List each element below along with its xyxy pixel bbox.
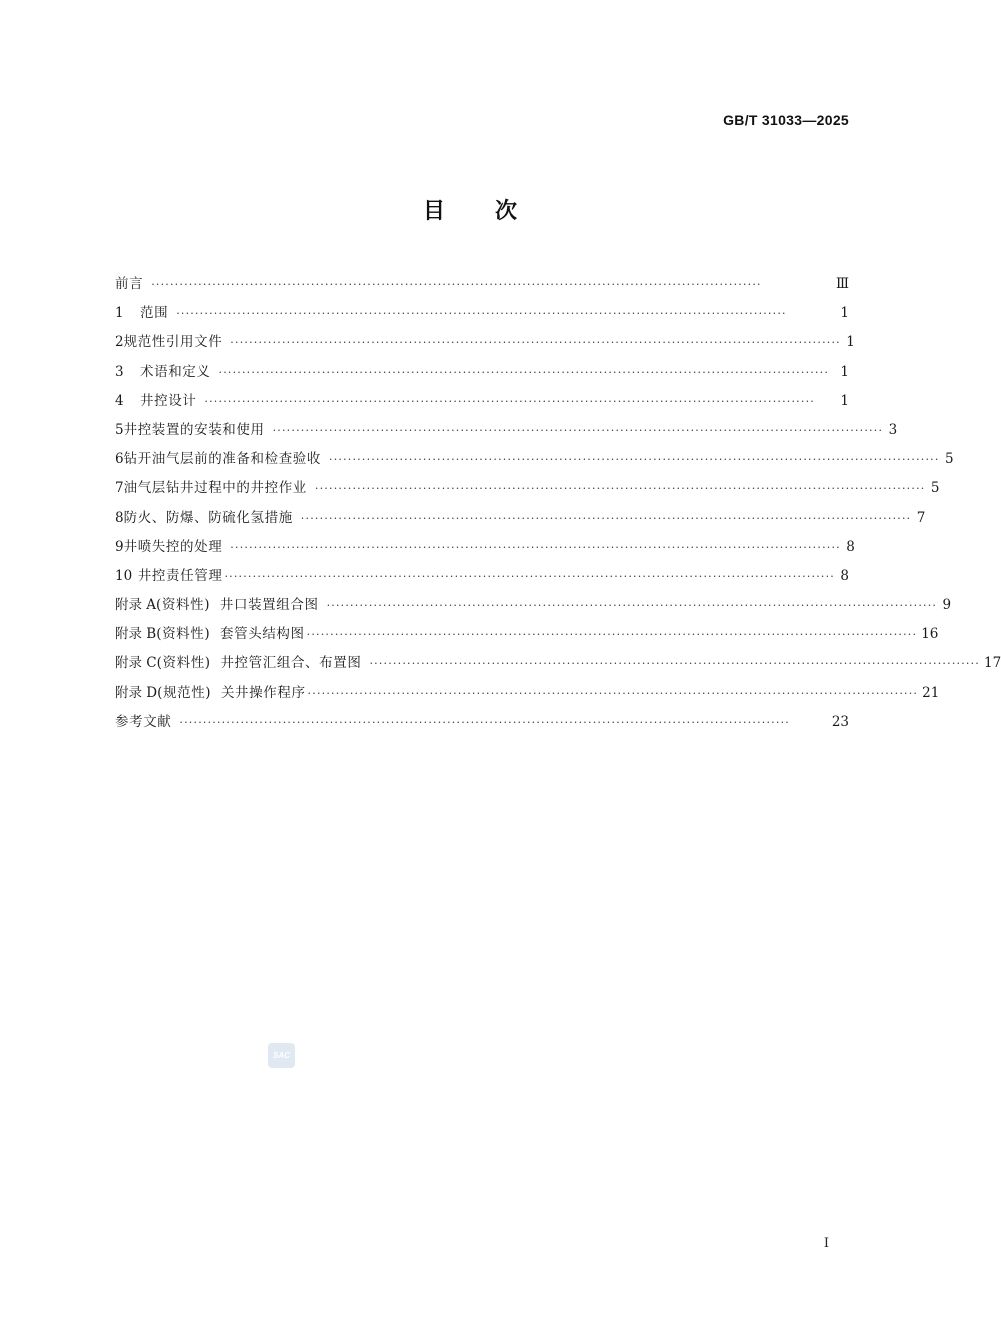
toc-entry-number: 6: [115, 451, 124, 468]
toc-entry-label: 井喷失控的处理: [123, 538, 223, 555]
toc-leader-dots: ··································································································································: [204, 394, 815, 408]
toc-entry-label: (资料性) 井口装置组合图: [156, 597, 319, 614]
toc-entry-number: 5: [115, 421, 124, 438]
toc-entry-label: 井控装置的安装和使用: [123, 421, 265, 438]
toc-leader-dots: ··································································································································: [218, 365, 830, 379]
toc-leader-dots: ··································································································································: [300, 511, 912, 525]
toc-entry-page: 1: [840, 305, 849, 322]
standard-code: GB/T 31033—2025: [723, 112, 849, 128]
toc-entry-number: 7: [115, 480, 124, 497]
toc-leader-dots: ··································································································································: [306, 628, 918, 642]
sac-watermark-logo: [268, 1043, 295, 1068]
toc-entry-label: (规范性) 关井操作程序: [157, 684, 306, 701]
toc-entry-page: Ⅲ: [835, 276, 849, 292]
toc-entry-page: 1: [846, 334, 855, 351]
toc-entry-page: 16: [921, 626, 939, 643]
toc-leader-dots: ··································································································································: [230, 540, 841, 554]
toc-entry-page: 21: [922, 684, 940, 701]
watermark-text: SAC: [273, 1051, 290, 1060]
toc-leader-dots: ··································································································································: [176, 307, 787, 321]
toc-leader-dots: ··································································································································: [326, 599, 938, 613]
toc-entry-number: 附录 D: [115, 684, 158, 701]
toc-leader-dots: ··································································································································: [369, 657, 981, 671]
toc-entry-number: 8: [115, 509, 124, 526]
toc-entry-bibliography[interactable]: [115, 708, 849, 737]
toc-leader-dots: ··································································································································: [272, 423, 884, 437]
toc-entry-label: 井控设计: [140, 392, 197, 409]
toc-entry-label: 防火、防爆、防硫化氢措施: [123, 509, 293, 526]
toc-entry-page: 9: [942, 597, 952, 614]
toc-leader-dots: ··································································································································: [230, 336, 841, 350]
toc-leader-dots: ··································································································································: [329, 453, 940, 467]
page-number: Ⅰ: [823, 1236, 829, 1251]
toc-entry-foreword[interactable]: [115, 270, 849, 299]
toc-entry-label: 井控责任管理: [137, 567, 223, 584]
toc-entry-fire-explosion-h2s[interactable]: [115, 504, 926, 533]
toc-entry-number: 附录 A: [115, 597, 157, 614]
toc-entry-number: 2: [115, 334, 124, 351]
toc-entry-label: 范围: [140, 305, 169, 322]
toc-entry-number: 9: [115, 538, 124, 555]
toc-entry-page: 1: [840, 363, 849, 380]
toc-entry-annex-d[interactable]: [115, 679, 940, 708]
toc-entry-page: 8: [846, 538, 855, 555]
toc-entry-responsibility[interactable]: [115, 562, 849, 591]
toc-entry-label: 规范性引用文件: [123, 334, 223, 351]
toc-entry-label: 参考文献: [115, 713, 172, 730]
toc-entry-label: 油气层钻井过程中的井控作业: [123, 480, 307, 497]
toc-entry-annex-b[interactable]: [115, 620, 939, 649]
toc-leader-dots: ··································································································································: [179, 715, 790, 729]
toc-entry-well-control-design[interactable]: [115, 387, 849, 416]
toc-entry-page: 8: [840, 567, 849, 584]
toc-entry-scope[interactable]: [115, 299, 849, 328]
toc-entry-number: 3: [115, 363, 124, 380]
toc-entry-preparation-inspection[interactable]: [115, 445, 954, 474]
toc-entry-label: 前言: [115, 276, 144, 292]
toc-entry-page: 3: [888, 421, 898, 438]
toc-entry-installation-use[interactable]: [115, 416, 898, 445]
toc-entry-label: 术语和定义: [140, 363, 211, 380]
table-of-contents: [115, 270, 1001, 737]
toc-entry-page: 7: [916, 509, 926, 526]
toc-leader-dots: ··································································································································: [307, 686, 919, 700]
toc-entry-number: 4: [115, 392, 124, 409]
toc-leader-dots: ··································································································································: [224, 569, 835, 583]
page-title: 目次: [422, 199, 567, 224]
toc-entry-page: 5: [944, 451, 954, 468]
toc-entry-page: 1: [840, 392, 849, 409]
toc-entry-page: 23: [831, 713, 849, 730]
toc-entry-page: 17: [984, 655, 1001, 672]
toc-entry-blowout-handling[interactable]: [115, 533, 855, 562]
toc-entry-annex-c[interactable]: [115, 649, 1001, 678]
toc-entry-number: 附录 C: [115, 655, 157, 672]
toc-entry-annex-a[interactable]: [115, 591, 952, 620]
toc-entry-number: 1: [115, 305, 124, 322]
toc-entry-terms-definitions[interactable]: [115, 358, 849, 387]
toc-leader-dots: ··································································································································: [314, 482, 926, 496]
toc-leader-dots: ··································································································································: [151, 278, 762, 291]
toc-entry-label: (资料性) 井控管汇组合、布置图: [156, 655, 362, 672]
toc-entry-page: 5: [930, 480, 940, 497]
toc-entry-number: 附录 B: [115, 626, 157, 643]
toc-entry-normative-references[interactable]: [115, 328, 855, 357]
toc-entry-number: 10: [115, 567, 133, 584]
toc-entry-label: (资料性) 套管头结构图: [156, 626, 305, 643]
toc-entry-drilling-operations[interactable]: [115, 474, 940, 503]
toc-entry-label: 钻开油气层前的准备和检查验收: [123, 451, 321, 468]
